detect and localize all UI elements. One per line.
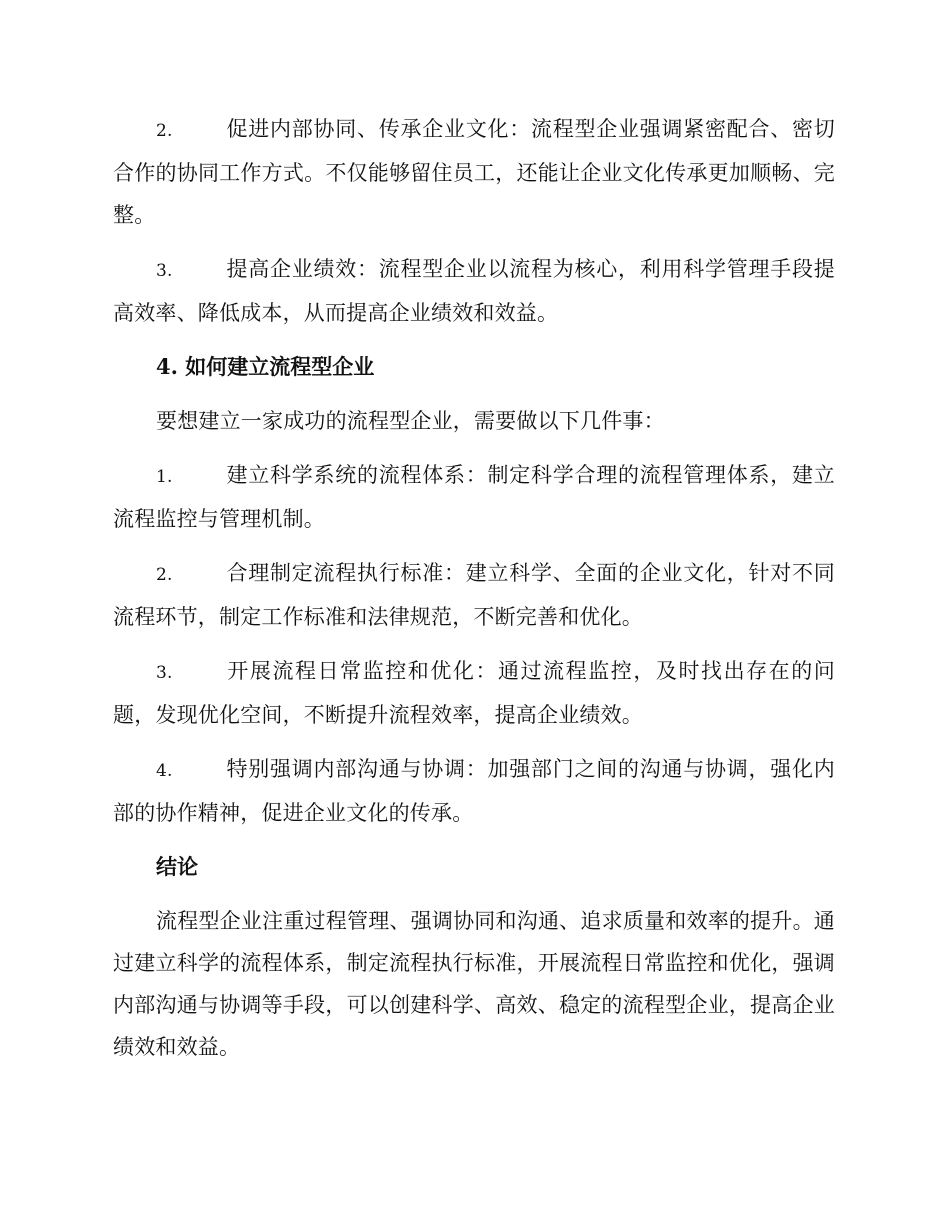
list-item xyxy=(113,108,835,236)
list-item xyxy=(113,248,835,334)
list-text: 提高企业绩效：流程型企业以流程为核心，利用科学管理手段提高效率、降低成本，从而提高企业绩效和效益。 xyxy=(113,257,835,325)
list-number: 2. xyxy=(156,121,173,141)
list-text: 特别强调内部沟通与协调：加强部门之间的沟通与协调，强化内部的协作精神，促进企业文化的传承。 xyxy=(113,757,835,825)
list-item xyxy=(113,552,835,638)
document-body xyxy=(113,108,835,1080)
conclusion-heading: 结论 xyxy=(156,854,198,879)
list-number: 3. xyxy=(156,663,173,683)
list-number: 1. xyxy=(156,467,173,487)
list-item xyxy=(113,748,835,834)
intro-paragraph: 要想建立一家成功的流程型企业，需要做以下几件事： xyxy=(156,409,665,433)
list-number: 4. xyxy=(156,761,173,781)
section-heading: 4. 如何建立流程型企业 xyxy=(156,354,375,379)
list-text: 建立科学系统的流程体系：制定科学合理的流程管理体系，建立流程监控与管理机制。 xyxy=(113,463,835,531)
list-text: 合理制定流程执行标准：建立科学、全面的企业文化，针对不同流程环节，制定工作标准和法律规范，不断完善和优化。 xyxy=(113,561,835,629)
conclusion-paragraph: 流程型企业注重过程管理、强调协同和沟通、追求质量和效率的提升。通过建立科学的流程体系，制定流程执行标准，开展流程日常监控和优化，强调内部沟通与协调等手段，可以创建科学、高效、稳定的流程型企业，提高企业绩效和效益。 xyxy=(113,909,835,1059)
list-item xyxy=(113,650,835,736)
list-text: 促进内部协同、传承企业文化：流程型企业强调紧密配合、密切合作的协同工作方式。不仅能够留住员工，还能让企业文化传承更加顺畅、完整。 xyxy=(113,117,835,227)
list-item xyxy=(113,454,835,540)
list-number: 2. xyxy=(156,565,173,585)
list-number: 3. xyxy=(156,261,173,281)
list-text: 开展流程日常监控和优化：通过流程监控，及时找出存在的问题，发现优化空间，不断提升流程效率，提高企业绩效。 xyxy=(113,659,835,727)
